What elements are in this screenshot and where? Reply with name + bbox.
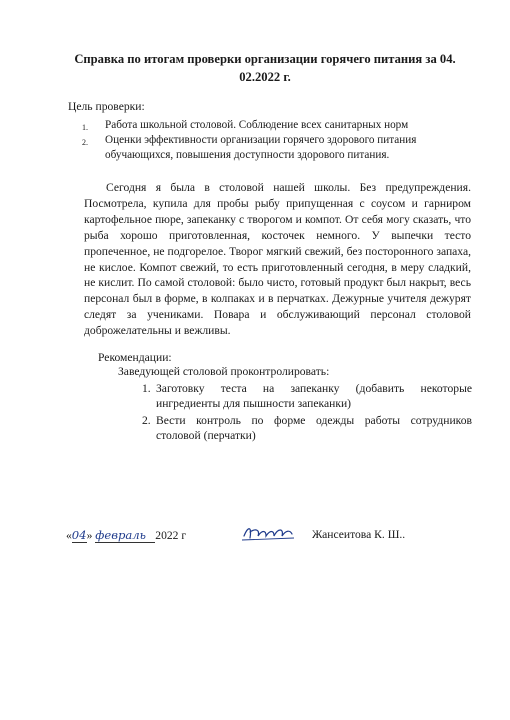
goal-number: 1. — [82, 123, 88, 132]
goal-number: 2. — [82, 138, 88, 147]
recommendations-subtitle: Заведующей столовой проконтролировать: — [118, 365, 330, 378]
recommendation-item-2 — [142, 413, 472, 443]
recommendation-text: Вести контроль по форме одежды работы сотрудников столовой (перчатки) — [156, 414, 472, 442]
recommendation-item-1 — [142, 381, 472, 411]
recommendation-number: 1. — [142, 382, 151, 395]
goal-text: Оценки эффективности организации горячего здорового питания обучающихся, повышения доступности здорового питания. — [105, 134, 417, 161]
handwritten-signature — [240, 522, 296, 544]
goal-label: Цель проверки: — [68, 100, 145, 113]
recommendation-number: 2. — [142, 414, 151, 427]
document-title: Справка по итогам проверки организации горячего питания за 04. 02.2022 г. — [74, 52, 456, 84]
signer-name: Жансеитова К. Ш.. — [312, 528, 406, 541]
inspection-body-text: Сегодня я была в столовой нашей школы. Без предупреждения. Посмотрела, купила для пробы рыбу припущенная с соусом и гарниром картофельное пюре, запеканку с творогом и компот. От себя могу сказать, что рыба хорошо приготовленная, косточек немного. У выпечки тесто пропеченное, не подгорелое. Творог мягкий свежий, без посторонного запаха, не кислое. Компот свежий, то есть приготовленный сегодня, в меру сладкий, не кислит. По самой столовой: было чисто, готовый продукт был накрыт, весь персонал был в форме, в колпаках и в перчатках. Дежурные учителя дежурят следят за учениками. Повара и обслуживающий персонал столовой доброжелательны и вежливы. — [84, 181, 471, 338]
recommendations-label: Рекомендации: — [98, 351, 172, 364]
goal-text: Работа школьной столовой. Соблюдение всех санитарных норм — [105, 119, 409, 131]
date-year: 2022 г — [155, 529, 187, 542]
date-line — [66, 528, 186, 543]
quote-close: » — [86, 529, 93, 542]
quote-open: « — [66, 529, 72, 542]
date-month: февраль — [95, 528, 155, 543]
recommendation-text: Заготовку теста на запеканку (добавить некоторые ингредиенты для пышности запеканки) — [156, 382, 472, 410]
date-day: 04 — [71, 528, 87, 542]
